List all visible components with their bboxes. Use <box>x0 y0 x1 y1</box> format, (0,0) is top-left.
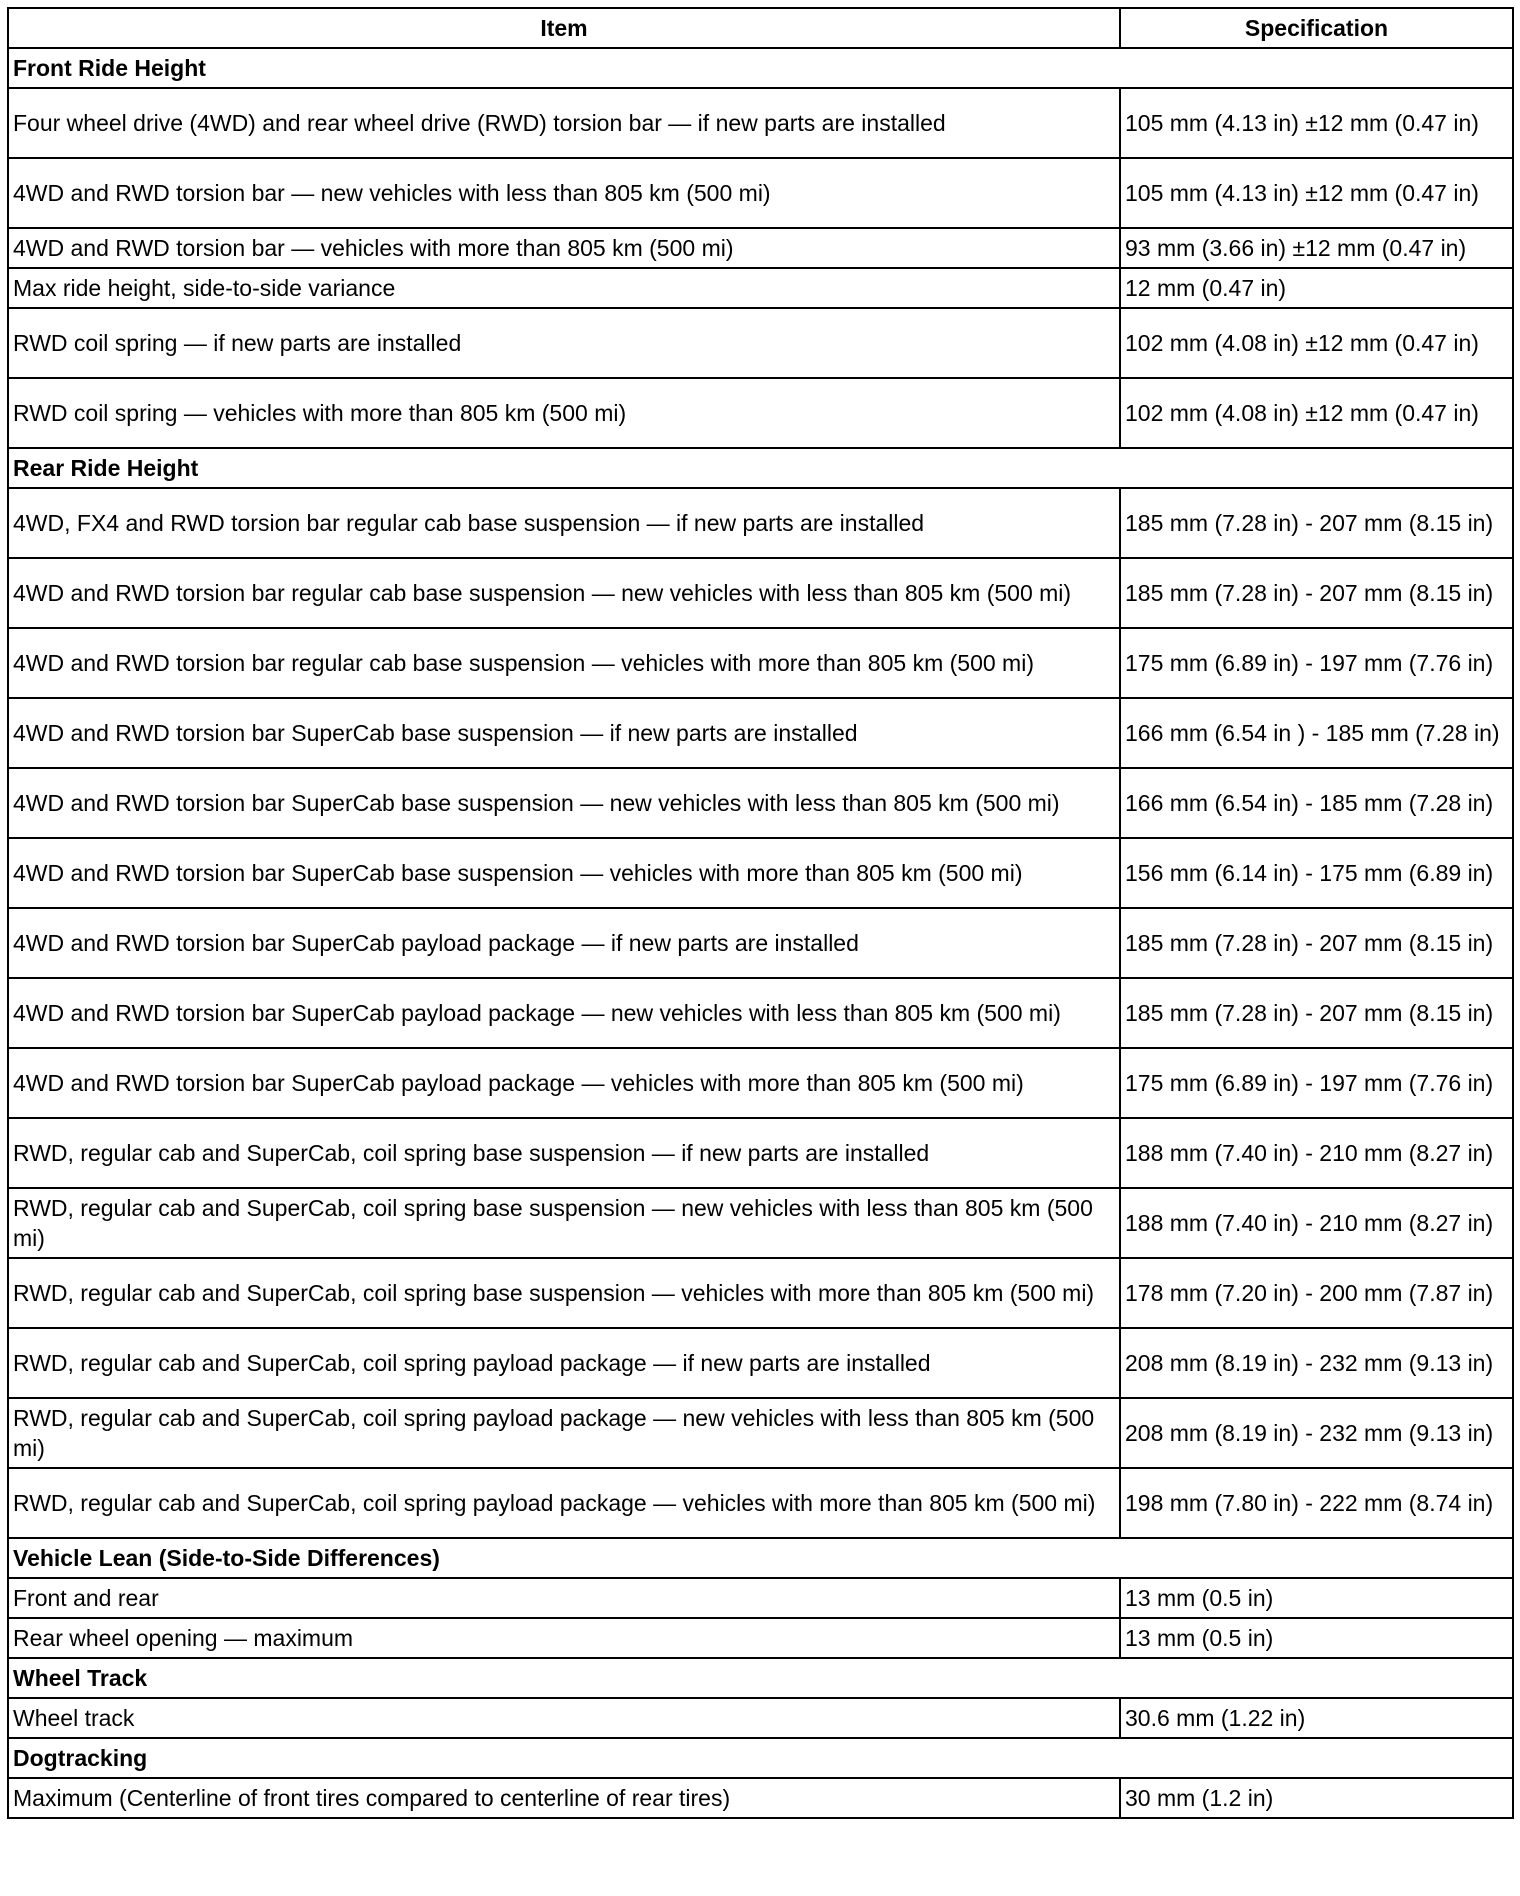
item-cell: 4WD and RWD torsion bar SuperCab payload package — if new parts are installed <box>8 908 1120 978</box>
spec-cell: 185 mm (7.28 in) - 207 mm (8.15 in) <box>1120 978 1513 1048</box>
item-cell: 4WD, FX4 and RWD torsion bar regular cab base suspension — if new parts are installed <box>8 488 1120 558</box>
header-row <box>8 8 1513 48</box>
spec-cell: 188 mm (7.40 in) - 210 mm (8.27 in) <box>1120 1118 1513 1188</box>
item-cell: RWD, regular cab and SuperCab, coil spring base suspension — vehicles with more than 805 km (500 mi) <box>8 1258 1120 1328</box>
section-title: Wheel Track <box>8 1658 1513 1698</box>
item-cell: RWD, regular cab and SuperCab, coil spring payload package — if new parts are installed <box>8 1328 1120 1398</box>
table-row <box>8 488 1513 558</box>
item-cell: RWD coil spring — vehicles with more than 805 km (500 mi) <box>8 378 1120 448</box>
item-cell: RWD, regular cab and SuperCab, coil spring payload package — vehicles with more than 805 km (500 mi) <box>8 1468 1120 1538</box>
item-cell: Maximum (Centerline of front tires compared to centerline of rear tires) <box>8 1778 1120 1818</box>
table-row <box>8 1468 1513 1538</box>
table-row <box>8 1618 1513 1658</box>
spec-cell: 208 mm (8.19 in) - 232 mm (9.13 in) <box>1120 1328 1513 1398</box>
section-row-wheel-track <box>8 1658 1513 1698</box>
spec-cell: 166 mm (6.54 in) - 185 mm (7.28 in) <box>1120 768 1513 838</box>
spec-cell: 105 mm (4.13 in) ±12 mm (0.47 in) <box>1120 88 1513 158</box>
table-row <box>8 1398 1513 1468</box>
item-cell: 4WD and RWD torsion bar regular cab base suspension — new vehicles with less than 805 km (500 mi) <box>8 558 1120 628</box>
table-row <box>8 908 1513 978</box>
item-cell: Rear wheel opening — maximum <box>8 1618 1120 1658</box>
spec-cell: 30 mm (1.2 in) <box>1120 1778 1513 1818</box>
spec-cell: 185 mm (7.28 in) - 207 mm (8.15 in) <box>1120 908 1513 978</box>
spec-cell: 30.6 mm (1.22 in) <box>1120 1698 1513 1738</box>
item-cell: Front and rear <box>8 1578 1120 1618</box>
table-row <box>8 838 1513 908</box>
table-header <box>8 8 1513 48</box>
table-row <box>8 1118 1513 1188</box>
spec-cell: 93 mm (3.66 in) ±12 mm (0.47 in) <box>1120 228 1513 268</box>
specification-column-header: Specification <box>1120 8 1513 48</box>
item-cell: RWD, regular cab and SuperCab, coil spring base suspension — new vehicles with less than 805 km (500 mi) <box>8 1188 1120 1258</box>
section-title: Vehicle Lean (Side-to-Side Differences) <box>8 1538 1513 1578</box>
item-cell: RWD, regular cab and SuperCab, coil spring payload package — new vehicles with less than 805 km (500 mi) <box>8 1398 1120 1468</box>
item-cell: 4WD and RWD torsion bar regular cab base suspension — vehicles with more than 805 km (500 mi) <box>8 628 1120 698</box>
item-cell: 4WD and RWD torsion bar — new vehicles with less than 805 km (500 mi) <box>8 158 1120 228</box>
table-row <box>8 558 1513 628</box>
item-cell: 4WD and RWD torsion bar SuperCab payload package — new vehicles with less than 805 km (500 mi) <box>8 978 1120 1048</box>
spec-cell: 102 mm (4.08 in) ±12 mm (0.47 in) <box>1120 308 1513 378</box>
table-row <box>8 1188 1513 1258</box>
item-cell: 4WD and RWD torsion bar SuperCab base suspension — if new parts are installed <box>8 698 1120 768</box>
section-row-dogtracking <box>8 1738 1513 1778</box>
table-row <box>8 978 1513 1048</box>
section-row-rear-ride-height <box>8 448 1513 488</box>
table-row <box>8 1778 1513 1818</box>
spec-cell: 13 mm (0.5 in) <box>1120 1618 1513 1658</box>
table-row <box>8 1258 1513 1328</box>
table-row <box>8 1328 1513 1398</box>
item-cell: Wheel track <box>8 1698 1120 1738</box>
spec-cell: 185 mm (7.28 in) - 207 mm (8.15 in) <box>1120 488 1513 558</box>
table-row <box>8 1048 1513 1118</box>
section-title: Front Ride Height <box>8 48 1513 88</box>
section-title: Dogtracking <box>8 1738 1513 1778</box>
table-row <box>8 628 1513 698</box>
item-cell: 4WD and RWD torsion bar SuperCab payload package — vehicles with more than 805 km (500 mi) <box>8 1048 1120 1118</box>
item-cell: 4WD and RWD torsion bar SuperCab base suspension — vehicles with more than 805 km (500 mi) <box>8 838 1120 908</box>
item-column-header: Item <box>8 8 1120 48</box>
table-row <box>8 228 1513 268</box>
spec-cell: 198 mm (7.80 in) - 222 mm (8.74 in) <box>1120 1468 1513 1538</box>
table-row <box>8 1698 1513 1738</box>
table-row <box>8 768 1513 838</box>
spec-cell: 178 mm (7.20 in) - 200 mm (7.87 in) <box>1120 1258 1513 1328</box>
spec-cell: 105 mm (4.13 in) ±12 mm (0.47 in) <box>1120 158 1513 228</box>
item-cell: Four wheel drive (4WD) and rear wheel drive (RWD) torsion bar — if new parts are installed <box>8 88 1120 158</box>
spec-cell: 102 mm (4.08 in) ±12 mm (0.47 in) <box>1120 378 1513 448</box>
table-row <box>8 158 1513 228</box>
table-row <box>8 698 1513 768</box>
table-row <box>8 308 1513 378</box>
item-cell: Max ride height, side-to-side variance <box>8 268 1120 308</box>
table-row <box>8 1578 1513 1618</box>
spec-cell: 12 mm (0.47 in) <box>1120 268 1513 308</box>
section-title: Rear Ride Height <box>8 448 1513 488</box>
spec-cell: 13 mm (0.5 in) <box>1120 1578 1513 1618</box>
spec-cell: 175 mm (6.89 in) - 197 mm (7.76 in) <box>1120 1048 1513 1118</box>
table-row <box>8 378 1513 448</box>
spec-cell: 156 mm (6.14 in) - 175 mm (6.89 in) <box>1120 838 1513 908</box>
section-row-front-ride-height <box>8 48 1513 88</box>
table-row <box>8 88 1513 158</box>
item-cell: 4WD and RWD torsion bar — vehicles with more than 805 km (500 mi) <box>8 228 1120 268</box>
spec-cell: 188 mm (7.40 in) - 210 mm (8.27 in) <box>1120 1188 1513 1258</box>
specification-table <box>7 7 1514 1819</box>
spec-cell: 166 mm (6.54 in ) - 185 mm (7.28 in) <box>1120 698 1513 768</box>
item-cell: 4WD and RWD torsion bar SuperCab base suspension — new vehicles with less than 805 km (500 mi) <box>8 768 1120 838</box>
spec-cell: 208 mm (8.19 in) - 232 mm (9.13 in) <box>1120 1398 1513 1468</box>
table-row <box>8 268 1513 308</box>
item-cell: RWD, regular cab and SuperCab, coil spring base suspension — if new parts are installed <box>8 1118 1120 1188</box>
spec-cell: 185 mm (7.28 in) - 207 mm (8.15 in) <box>1120 558 1513 628</box>
section-row-vehicle-lean <box>8 1538 1513 1578</box>
spec-cell: 175 mm (6.89 in) - 197 mm (7.76 in) <box>1120 628 1513 698</box>
item-cell: RWD coil spring — if new parts are installed <box>8 308 1120 378</box>
